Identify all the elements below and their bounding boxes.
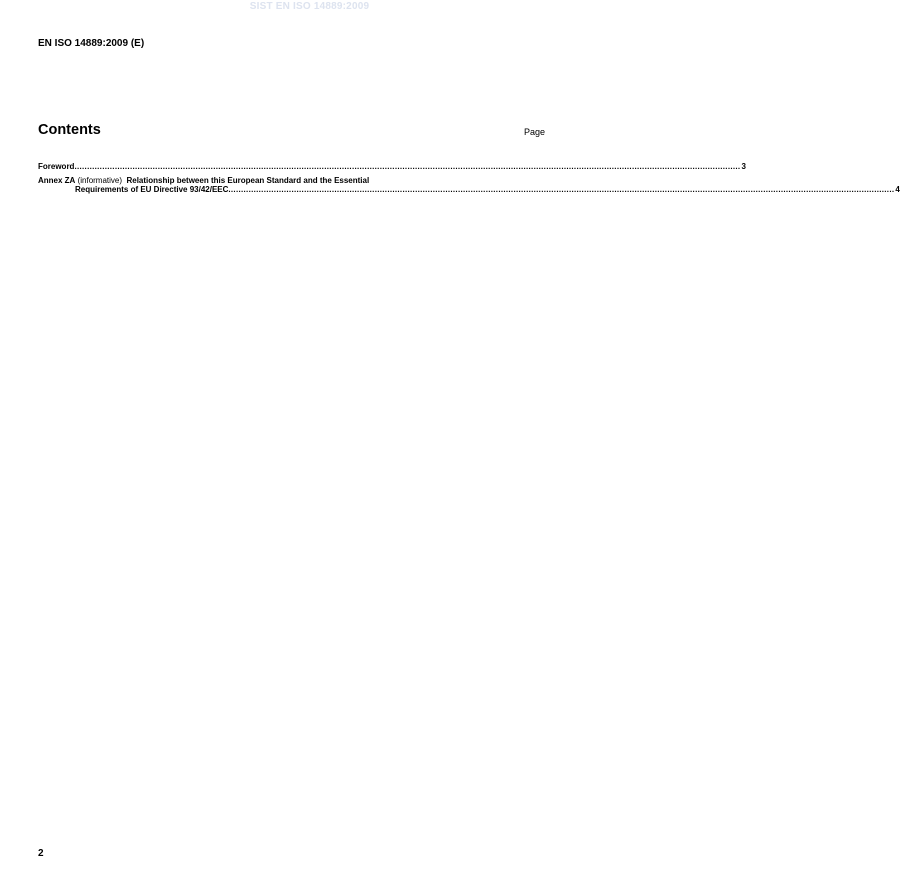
annex-title-continued[interactable]: Requirements of EU Directive 93/42/EEC [75,185,229,194]
annex-tag[interactable]: Annex ZA [38,176,76,185]
page-number: 2 [38,848,44,859]
page-column-heading: Page [523,127,545,137]
toc-leader-dots: ........................................................................................................................................................................................................................................................................ [74,162,741,171]
table-of-contents [38,162,900,199]
toc-entry-annex-za[interactable] [38,176,900,194]
toc-entry-foreword[interactable] [38,162,746,171]
contents-title: Contents [38,122,101,138]
watermark: SIST EN ISO 14889:2009 [249,1,370,12]
toc-entry-label[interactable]: Foreword [38,162,75,171]
toc-entry-page[interactable]: 3 [741,162,746,171]
annex-title[interactable]: Relationship between this European Standard and the Essential [126,176,370,185]
document-id: EN ISO 14889:2009 (E) [38,38,145,49]
toc-entry-page[interactable]: 4 [895,185,900,194]
toc-leader-dots: ........................................................................................................................................................................................................................................................................ [228,185,895,194]
annex-note: (informative) [77,176,123,185]
